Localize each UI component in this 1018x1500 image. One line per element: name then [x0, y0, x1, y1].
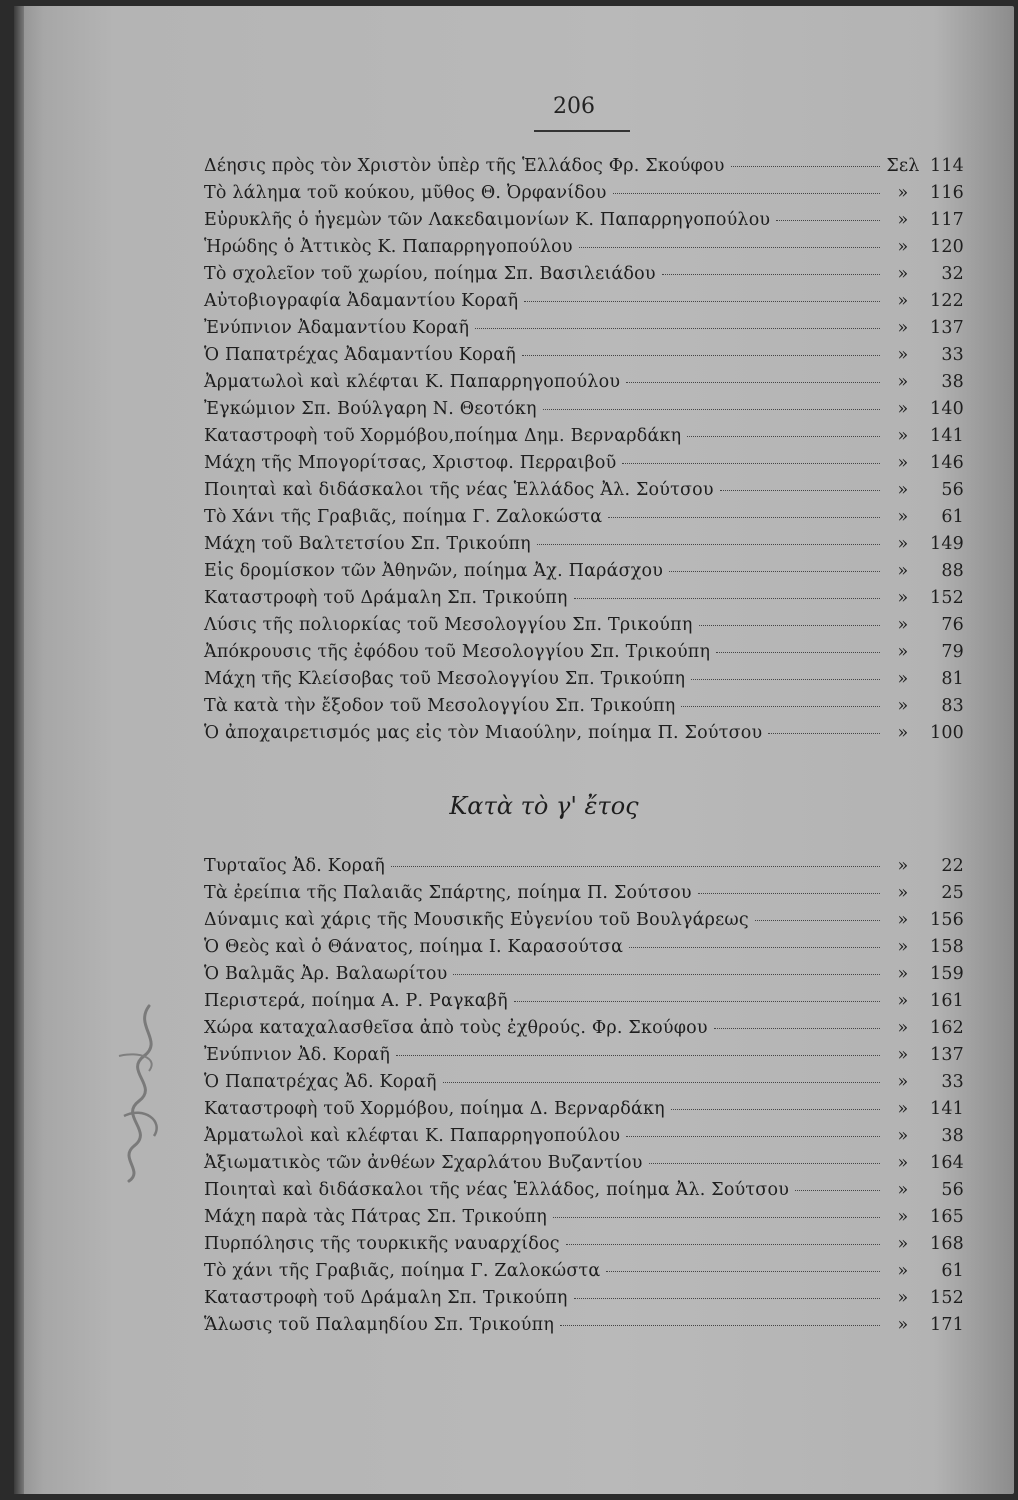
toc-entry-ditto-mark: »: [897, 183, 909, 203]
dot-leader: [613, 193, 880, 194]
toc-entry-page-number: 33: [941, 345, 964, 365]
toc-entry: [204, 534, 964, 561]
toc-entry-page-number: 38: [941, 1126, 964, 1146]
toc-entry-title: Καταστροφὴ τοῦ Χορμόβου,ποίημα Δημ. Βερναρδάκη: [204, 426, 682, 446]
toc-entry: [204, 1288, 964, 1315]
toc-entry: [204, 615, 964, 642]
toc-entry: [204, 1234, 964, 1261]
toc-entry: [204, 480, 964, 507]
toc-entry-page-number: 22: [941, 856, 964, 876]
toc-entry: [204, 1153, 964, 1180]
dot-leader: [716, 652, 880, 653]
toc-entry-page-number: 56: [941, 480, 964, 500]
toc-entry-title: Καταστροφὴ τοῦ Χορμόβου, ποίημα Δ. Βερναρδάκη: [204, 1099, 665, 1119]
toc-entry-title: Δέησις πρὸς τὸν Χριστὸν ὑπὲρ τῆς Ἑλλάδος Φρ. Σκούφου: [204, 156, 725, 176]
toc-entry: [204, 696, 964, 723]
dot-leader: [698, 893, 880, 894]
dot-leader: [608, 517, 880, 518]
dot-leader: [475, 328, 880, 329]
toc-entry: [204, 642, 964, 669]
dot-leader: [755, 920, 880, 921]
toc-entry-title: Ὁ Βαλμᾶς Ἀρ. Βαλαωρίτου: [204, 964, 448, 984]
toc-entry-ditto-mark: »: [897, 1315, 909, 1335]
toc-entry-page-number: 140: [929, 399, 964, 419]
toc-entry-title: Ἡρώδης ὁ Ἀττικὸς Κ. Παπαρρηγοπούλου: [204, 237, 573, 257]
toc-entry: [204, 856, 964, 883]
page-binding-edge: [14, 6, 24, 1494]
toc-entry-title: Πυρπόλησις τῆς τουρκικῆς ναυαρχίδος: [204, 1234, 560, 1254]
toc-entry-page-number: 120: [929, 237, 964, 257]
dot-leader: [629, 947, 880, 948]
toc-entry-page-number: 137: [929, 1045, 964, 1065]
toc-entry-page-number: 137: [929, 318, 964, 338]
toc-entry-title: Τὸ χάνι τῆς Γραβιᾶς, ποίημα Γ. Ζαλοκώστα: [204, 1261, 601, 1281]
book-page: [14, 6, 1014, 1494]
toc-entry-page-number: 117: [929, 210, 964, 230]
toc-entry: [204, 264, 964, 291]
dot-leader: [574, 598, 880, 599]
toc-entry-title: Ὁ Παπατρέχας Ἀδ. Κοραῆ: [204, 1072, 437, 1092]
toc-entry-ditto-mark: »: [897, 1207, 909, 1227]
toc-entry-title: Ἐνύπνιον Ἀδ. Κοραῆ: [204, 1045, 391, 1065]
toc-entry: [204, 183, 964, 210]
dot-leader: [768, 733, 880, 734]
toc-entry: [204, 991, 964, 1018]
toc-entry-title: Τὰ ἐρείπια τῆς Παλαιᾶς Σπάρτης, ποίημα Π. Σούτσου: [204, 883, 692, 903]
toc-entry-page-number: 149: [929, 534, 964, 554]
toc-entry-title: Τὰ κατὰ τὴν ἔξοδον τοῦ Μεσολογγίου Σπ. Τρικούπη: [204, 696, 676, 716]
toc-entry: [204, 237, 964, 264]
toc-entry-page-number: 76: [941, 615, 964, 635]
toc-entry-page-number: 159: [929, 964, 964, 984]
toc-entry-title: Τὸ Χάνι τῆς Γραβιᾶς, ποίημα Γ. Ζαλοκώστα: [204, 507, 603, 527]
toc-entry-ditto-mark: »: [897, 723, 909, 743]
dot-leader: [553, 1217, 880, 1218]
toc-entry-ditto-mark: »: [897, 1153, 909, 1173]
toc-entry-page-number: 32: [941, 264, 964, 284]
toc-entry-page-number: 56: [941, 1180, 964, 1200]
toc-entry-ditto-mark: »: [897, 615, 909, 635]
handwritten-signature: [94, 996, 184, 1186]
toc-entry-title: Μάχη τῆς Κλείσοβας τοῦ Μεσολογγίου Σπ. Τρικούπη: [204, 669, 686, 689]
dot-leader: [391, 866, 880, 867]
toc-entry-page-number: 81: [941, 669, 964, 689]
toc-entry-ditto-mark: »: [897, 399, 909, 419]
toc-entry-ditto-mark: »: [897, 453, 909, 473]
toc-entry-ditto-mark: »: [897, 318, 909, 338]
toc-entry-page-number: 79: [941, 642, 964, 662]
toc-entry-title: Δύναμις καὶ χάρις τῆς Μουσικῆς Εὐγενίου τοῦ Βουλγάρεως: [204, 910, 749, 930]
toc-entry-title: Ἐγκώμιον Σπ. Βούλγαρη Ν. Θεοτόκη: [204, 399, 537, 419]
toc-entry: [204, 883, 964, 910]
toc-entry: [204, 1099, 964, 1126]
dot-leader: [626, 382, 880, 383]
toc-entry-page-number: 25: [941, 883, 964, 903]
toc-entry-ditto-mark: »: [897, 1045, 909, 1065]
toc-entry-title: Χώρα καταχαλασθεῖσα ἀπὸ τοὺς ἐχθρούς. Φρ. Σκούφου: [204, 1018, 708, 1038]
toc-entry-title: Τυρταῖος Ἀδ. Κοραῆ: [204, 856, 385, 876]
dot-leader: [714, 1028, 880, 1029]
toc-entry-page-number: 162: [929, 1018, 964, 1038]
dot-leader: [579, 247, 880, 248]
toc-entry: [204, 588, 964, 615]
toc-entry-page-number: 165: [929, 1207, 964, 1227]
dot-leader: [606, 1271, 880, 1272]
dot-leader: [574, 1298, 880, 1299]
toc-entry-page-number: 152: [929, 1288, 964, 1308]
toc-entry-ditto-mark: »: [897, 937, 909, 957]
toc-entry-ditto-mark: Σελ: [886, 156, 920, 176]
toc-entry-ditto-mark: »: [897, 1234, 909, 1254]
dot-leader: [687, 436, 880, 437]
toc-entry-ditto-mark: »: [897, 991, 909, 1011]
toc-entry-ditto-mark: »: [897, 561, 909, 581]
toc-entry-page-number: 114: [929, 156, 964, 176]
toc-entry-ditto-mark: »: [897, 345, 909, 365]
toc-entry-title: Ἀρματωλοὶ καὶ κλέφται Κ. Παπαρρηγοπούλου: [204, 372, 621, 392]
toc-entry-ditto-mark: »: [897, 1099, 909, 1119]
toc-entry: [204, 964, 964, 991]
toc-entry: [204, 669, 964, 696]
dot-leader: [691, 679, 880, 680]
toc-entry: [204, 426, 964, 453]
toc-entry: [204, 1045, 964, 1072]
toc-entry-page-number: 161: [929, 991, 964, 1011]
dot-leader: [731, 166, 880, 167]
toc-entry-title: Ὁ ἀποχαιρετισμός μας εἰς τὸν Μιαούλην, ποίημα Π. Σούτσου: [204, 723, 763, 743]
dot-leader: [514, 1001, 880, 1002]
toc-entry: [204, 1261, 964, 1288]
toc-entry-title: Μάχη παρὰ τὰς Πάτρας Σπ. Τρικούπη: [204, 1207, 547, 1227]
dot-leader: [396, 1055, 880, 1056]
toc-entry: [204, 910, 964, 937]
toc-entry: [204, 318, 964, 345]
toc-entry-ditto-mark: »: [897, 1180, 909, 1200]
dot-leader: [543, 409, 880, 410]
toc-entry-page-number: 100: [929, 723, 964, 743]
toc-entry-title: Ἀπόκρουσις τῆς ἐφόδου τοῦ Μεσολογγίου Σπ. Τρικούπη: [204, 642, 711, 662]
dot-leader: [622, 463, 880, 464]
toc-entry-title: Ποιηταὶ καὶ διδάσκαλοι τῆς νέας Ἑλλάδος, ποίημα Ἀλ. Σούτσου: [204, 1180, 790, 1200]
toc-entry: [204, 1207, 964, 1234]
toc-entry-page-number: 152: [929, 588, 964, 608]
toc-entry-page-number: 158: [929, 937, 964, 957]
toc-entry-ditto-mark: »: [897, 669, 909, 689]
toc-entry-page-number: 83: [941, 696, 964, 716]
dot-leader: [626, 1136, 880, 1137]
toc-entry-ditto-mark: »: [897, 1018, 909, 1038]
toc-entry: [204, 1180, 964, 1207]
toc-entry-title: Αὐτοβιογραφία Ἀδαμαντίου Κοραῆ: [204, 291, 519, 311]
toc-entry-title: Εὐρυκλῆς ὁ ἡγεμὼν τῶν Λακεδαιμονίων Κ. Παπαρρηγοπούλου: [204, 210, 771, 230]
toc-entry-title: Μάχη τῆς Μπογορίτσας, Χριστοφ. Περραιβοῦ: [204, 453, 617, 473]
toc-entry-ditto-mark: »: [897, 291, 909, 311]
dot-leader: [699, 625, 880, 626]
toc-entry-page-number: 156: [929, 910, 964, 930]
toc-entry-ditto-mark: »: [897, 642, 909, 662]
toc-entry-ditto-mark: »: [897, 856, 909, 876]
dot-leader: [776, 220, 880, 221]
toc-entry-ditto-mark: »: [897, 210, 909, 230]
toc-entry-ditto-mark: »: [897, 480, 909, 500]
toc-entry: [204, 345, 964, 372]
page-number: 206: [553, 94, 595, 119]
dot-leader: [669, 571, 880, 572]
toc-entry: [204, 507, 964, 534]
dot-leader: [524, 301, 880, 302]
toc-entry-ditto-mark: »: [897, 1261, 909, 1281]
toc-entry-title: Τὸ σχολεῖον τοῦ χωρίου, ποίημα Σπ. Βασιλειάδου: [204, 264, 656, 284]
toc-entry-page-number: 168: [929, 1234, 964, 1254]
toc-entry-ditto-mark: »: [897, 588, 909, 608]
toc-entry-ditto-mark: »: [897, 534, 909, 554]
dot-leader: [662, 274, 880, 275]
toc-entry-page-number: 122: [929, 291, 964, 311]
dot-leader: [453, 974, 880, 975]
toc-list-part1: [204, 156, 964, 750]
toc-entry: [204, 210, 964, 237]
toc-entry: [204, 399, 964, 426]
toc-entry-ditto-mark: »: [897, 372, 909, 392]
toc-entry: [204, 372, 964, 399]
toc-entry-page-number: 116: [929, 183, 964, 203]
toc-entry-title: Μάχη τοῦ Βαλτετσίου Σπ. Τρικούπη: [204, 534, 531, 554]
section-heading: Κατὰ τὸ γ' ἔτος: [449, 792, 639, 820]
toc-entry-page-number: 61: [941, 1261, 964, 1281]
toc-entry: [204, 1315, 964, 1342]
toc-entry-page-number: 141: [929, 426, 964, 446]
toc-entry-ditto-mark: »: [897, 264, 909, 284]
toc-entry: [204, 561, 964, 588]
toc-entry-title: Ὁ Παπατρέχας Ἀδαμαντίου Κοραῆ: [204, 345, 516, 365]
dot-leader: [522, 355, 880, 356]
header-rule: [534, 130, 630, 132]
toc-entry-title: Ποιηταὶ καὶ διδάσκαλοι τῆς νέας Ἑλλάδος Ἀλ. Σούτσου: [204, 480, 714, 500]
toc-entry-ditto-mark: »: [897, 910, 909, 930]
toc-entry-title: Ἀρματωλοὶ καὶ κλέφται Κ. Παπαρρηγοπούλου: [204, 1126, 621, 1146]
dot-leader: [537, 544, 880, 545]
toc-entry-page-number: 141: [929, 1099, 964, 1119]
dot-leader: [720, 490, 880, 491]
toc-list-part2: [204, 856, 964, 1342]
toc-entry-ditto-mark: »: [897, 1126, 909, 1146]
toc-entry-ditto-mark: »: [897, 507, 909, 527]
toc-entry-title: Εἰς δρομίσκον τῶν Ἀθηνῶν, ποίημα Ἀχ. Παράσχου: [204, 561, 664, 581]
toc-entry-ditto-mark: »: [897, 883, 909, 903]
toc-entry-title: Περιστερά, ποίημα Α. Ρ. Ραγκαβῆ: [204, 991, 508, 1011]
toc-entry: [204, 1018, 964, 1045]
dot-leader: [443, 1082, 880, 1083]
toc-entry-title: Ἐνύπνιον Ἀδαμαντίου Κοραῆ: [204, 318, 470, 338]
toc-entry-page-number: 164: [929, 1153, 964, 1173]
toc-entry-title: Τὸ λάλημα τοῦ κούκου, μῦθος Θ. Ὀρφανίδου: [204, 183, 607, 203]
dot-leader: [560, 1325, 880, 1326]
toc-entry-ditto-mark: »: [897, 1288, 909, 1308]
toc-entry-ditto-mark: »: [897, 964, 909, 984]
toc-entry-ditto-mark: »: [897, 696, 909, 716]
dot-leader: [566, 1244, 880, 1245]
toc-entry: [204, 291, 964, 318]
toc-entry-page-number: 61: [941, 507, 964, 527]
dot-leader: [671, 1109, 880, 1110]
toc-entry: [204, 937, 964, 964]
toc-entry-title: Ἅλωσις τοῦ Παλαμηδίου Σπ. Τρικούπη: [204, 1315, 555, 1335]
toc-entry: [204, 156, 964, 183]
dot-leader: [795, 1190, 880, 1191]
toc-entry-title: Ὁ Θεὸς καὶ ὁ Θάνατος, ποίημα Ι. Καρασούτσα: [204, 937, 624, 957]
toc-entry: [204, 1072, 964, 1099]
toc-entry-title: Καταστροφὴ τοῦ Δράμαλη Σπ. Τρικούπη: [204, 588, 568, 608]
toc-entry-title: Ἀξιωματικὸς τῶν ἀνθέων Σχαρλάτου Βυζαντίου: [204, 1153, 643, 1173]
toc-entry-page-number: 38: [941, 372, 964, 392]
toc-entry: [204, 453, 964, 480]
toc-entry-page-number: 171: [929, 1315, 964, 1335]
toc-entry-page-number: 88: [941, 561, 964, 581]
toc-entry-page-number: 146: [929, 453, 964, 473]
toc-entry: [204, 723, 964, 750]
toc-entry-ditto-mark: »: [897, 426, 909, 446]
dot-leader: [649, 1163, 880, 1164]
toc-entry: [204, 1126, 964, 1153]
toc-entry-ditto-mark: »: [897, 1072, 909, 1092]
toc-entry-title: Καταστροφὴ τοῦ Δράμαλη Σπ. Τρικούπη: [204, 1288, 568, 1308]
toc-entry-page-number: 33: [941, 1072, 964, 1092]
toc-entry-ditto-mark: »: [897, 237, 909, 257]
toc-entry-title: Λύσις τῆς πολιορκίας τοῦ Μεσολογγίου Σπ. Τρικούπη: [204, 615, 693, 635]
dot-leader: [681, 706, 880, 707]
